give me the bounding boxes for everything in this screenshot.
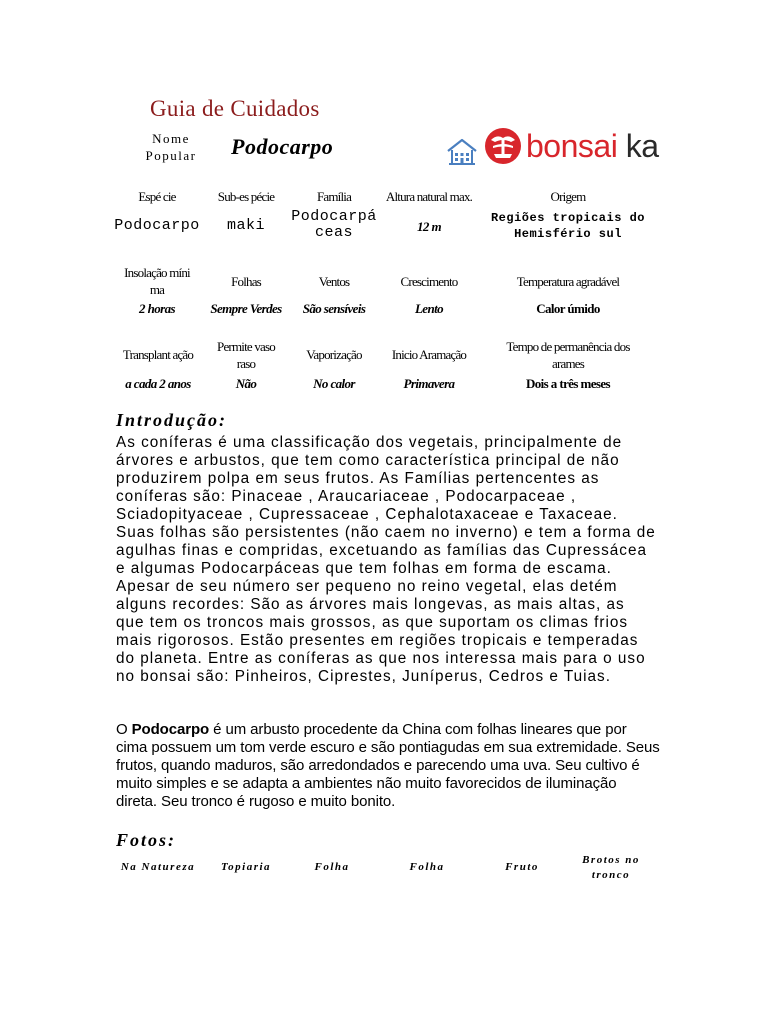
value-crescimento: Lento bbox=[414, 301, 444, 316]
value-insolacao: 2 horas bbox=[139, 301, 175, 316]
label-vaso-line1: Permite vaso bbox=[217, 339, 275, 354]
photo-caption-topiaria: Topiaria bbox=[220, 861, 272, 873]
value-temperatura: Calor úmido bbox=[536, 301, 600, 316]
label-ventos: Ventos bbox=[318, 274, 350, 289]
fotos-heading: Fotos: bbox=[116, 830, 177, 850]
value-ventos: São sensíveis bbox=[302, 301, 366, 316]
label-insolacao bbox=[114, 264, 200, 298]
nome-popular-label bbox=[138, 130, 204, 164]
nome-popular-value: Podocarpo bbox=[231, 134, 334, 159]
intro-paragraph-1: As coníferas é uma classificação dos vegetais, principalmente de árvores e arbustos, que tem como característica principal de não produzirem polpa em seus frutos. As Famílias pertencentes as coníferas são: Pinaceae , Araucariaceae , Podocarpaceae , Sciadopityaceae , Cupressaceae , Cephalotaxaceae e Taxaceae. Suas folhas são persistentes (não caem no inverno) e tem a forma de agulhas finas e compridas, excetuando as famílias das Cupressácea e algumas Podocarpáceas que tem folhas em forma de escama. Apesar de seu número ser pequeno no reino vegetal, elas detém alguns recordes: São as árvores mais longevas, as mais altas, as que tem os troncos mais grossos, as que suportam os climas frios mais rigorosos. Estão presentes em regiões tropicais e temperadas do planeta. Entre as coníferas as que nos interessa mais para o uso no bonsai são: Pinheiros, Ciprestes, Juníperus, Cedros e Tuias. bbox=[116, 434, 656, 685]
logo-text-ka: ka bbox=[617, 128, 659, 164]
photo-caption-na-natureza: Na Natureza bbox=[120, 861, 196, 873]
value-aramacao: Primavera bbox=[403, 376, 455, 391]
label-permanencia-line2: arames bbox=[551, 356, 584, 371]
label-especie: Espé cie bbox=[138, 189, 176, 204]
house-icon bbox=[446, 136, 478, 168]
intro-paragraph-2 bbox=[116, 721, 661, 811]
logo-text-bonsai: bonsai bbox=[526, 128, 618, 164]
intro-p2-rest: é um arbusto procedente da China com folhas lineares que por cima possuem um tom verde escuro e são pontiagudas em sua extremidade. Seus frutos, quando maduros, são arredondados e parecendo uma uva. Seu cultivo é muito simples e se adapta a ambientes não muito favorecidos de iluminação direta. Seu tronco é rugoso e muito bonito. bbox=[116, 721, 660, 810]
label-aramacao: Inicio Aramação bbox=[391, 347, 467, 362]
photo-caption-brotos-line2: tronco bbox=[591, 869, 631, 881]
label-insolacao-line2: ma bbox=[149, 282, 165, 297]
value-vaporizacao: No calor bbox=[313, 376, 355, 391]
label-insolacao-line1: Insolação míni bbox=[124, 265, 190, 280]
intro-heading: Introdução: bbox=[116, 410, 228, 430]
photo-caption-folha-2: Folha bbox=[409, 861, 445, 873]
label-origem: Origem bbox=[550, 189, 586, 204]
value-permanencia: Dois a três meses bbox=[525, 376, 611, 391]
nome-popular-label-line1: Nome bbox=[152, 131, 190, 146]
value-familia-line2: ceas bbox=[314, 224, 353, 241]
value-especie: Podocarpo bbox=[114, 217, 200, 234]
label-altura: Altura natural max. bbox=[385, 189, 473, 204]
intro-p2-start: O bbox=[116, 721, 132, 738]
photo-caption-brotos-line1: Brotos no bbox=[582, 854, 640, 866]
page-title: Guia de Cuidados bbox=[150, 96, 320, 121]
label-temperatura: Temperatura agradável bbox=[516, 274, 620, 289]
label-permanencia-line1: Tempo de permanência dos bbox=[506, 339, 630, 354]
photo-caption-brotos bbox=[568, 853, 654, 883]
value-familia bbox=[286, 209, 382, 241]
value-origem bbox=[480, 210, 656, 242]
value-vaso: Não bbox=[235, 376, 257, 391]
label-familia: Família bbox=[316, 189, 352, 204]
value-folhas: Sempre Verdes bbox=[210, 301, 282, 316]
label-vaso-line2: raso bbox=[236, 356, 256, 371]
label-crescimento: Crescimento bbox=[400, 274, 458, 289]
value-transplantacao: a cada 2 anos bbox=[125, 376, 191, 391]
nome-popular-label-line2: Popular bbox=[145, 148, 197, 163]
label-folhas: Folhas bbox=[231, 274, 261, 289]
label-permanencia bbox=[484, 338, 652, 372]
value-origem-line2: Hemisfério sul bbox=[514, 227, 622, 241]
photo-caption-fruto: Fruto bbox=[505, 861, 539, 873]
label-subespecie: Sub-es pécie bbox=[217, 189, 275, 204]
intro-p2-bold: Podocarpo bbox=[131, 721, 210, 738]
value-altura: 12 m bbox=[417, 219, 441, 234]
label-transplantacao: Transplant ação bbox=[122, 347, 194, 362]
bonsai-circle-icon bbox=[483, 126, 523, 166]
value-origem-line1: Regiões tropicais do bbox=[490, 211, 646, 225]
value-familia-line1: Podocarpá bbox=[291, 208, 377, 225]
label-vaporizacao: Vaporização bbox=[306, 347, 362, 362]
photo-caption-folha-1: Folha bbox=[314, 861, 350, 873]
bonsai-ka-logo bbox=[446, 124, 660, 172]
logo-text bbox=[526, 126, 658, 166]
value-subespecie: maki bbox=[226, 217, 265, 234]
label-vaso bbox=[204, 338, 288, 372]
